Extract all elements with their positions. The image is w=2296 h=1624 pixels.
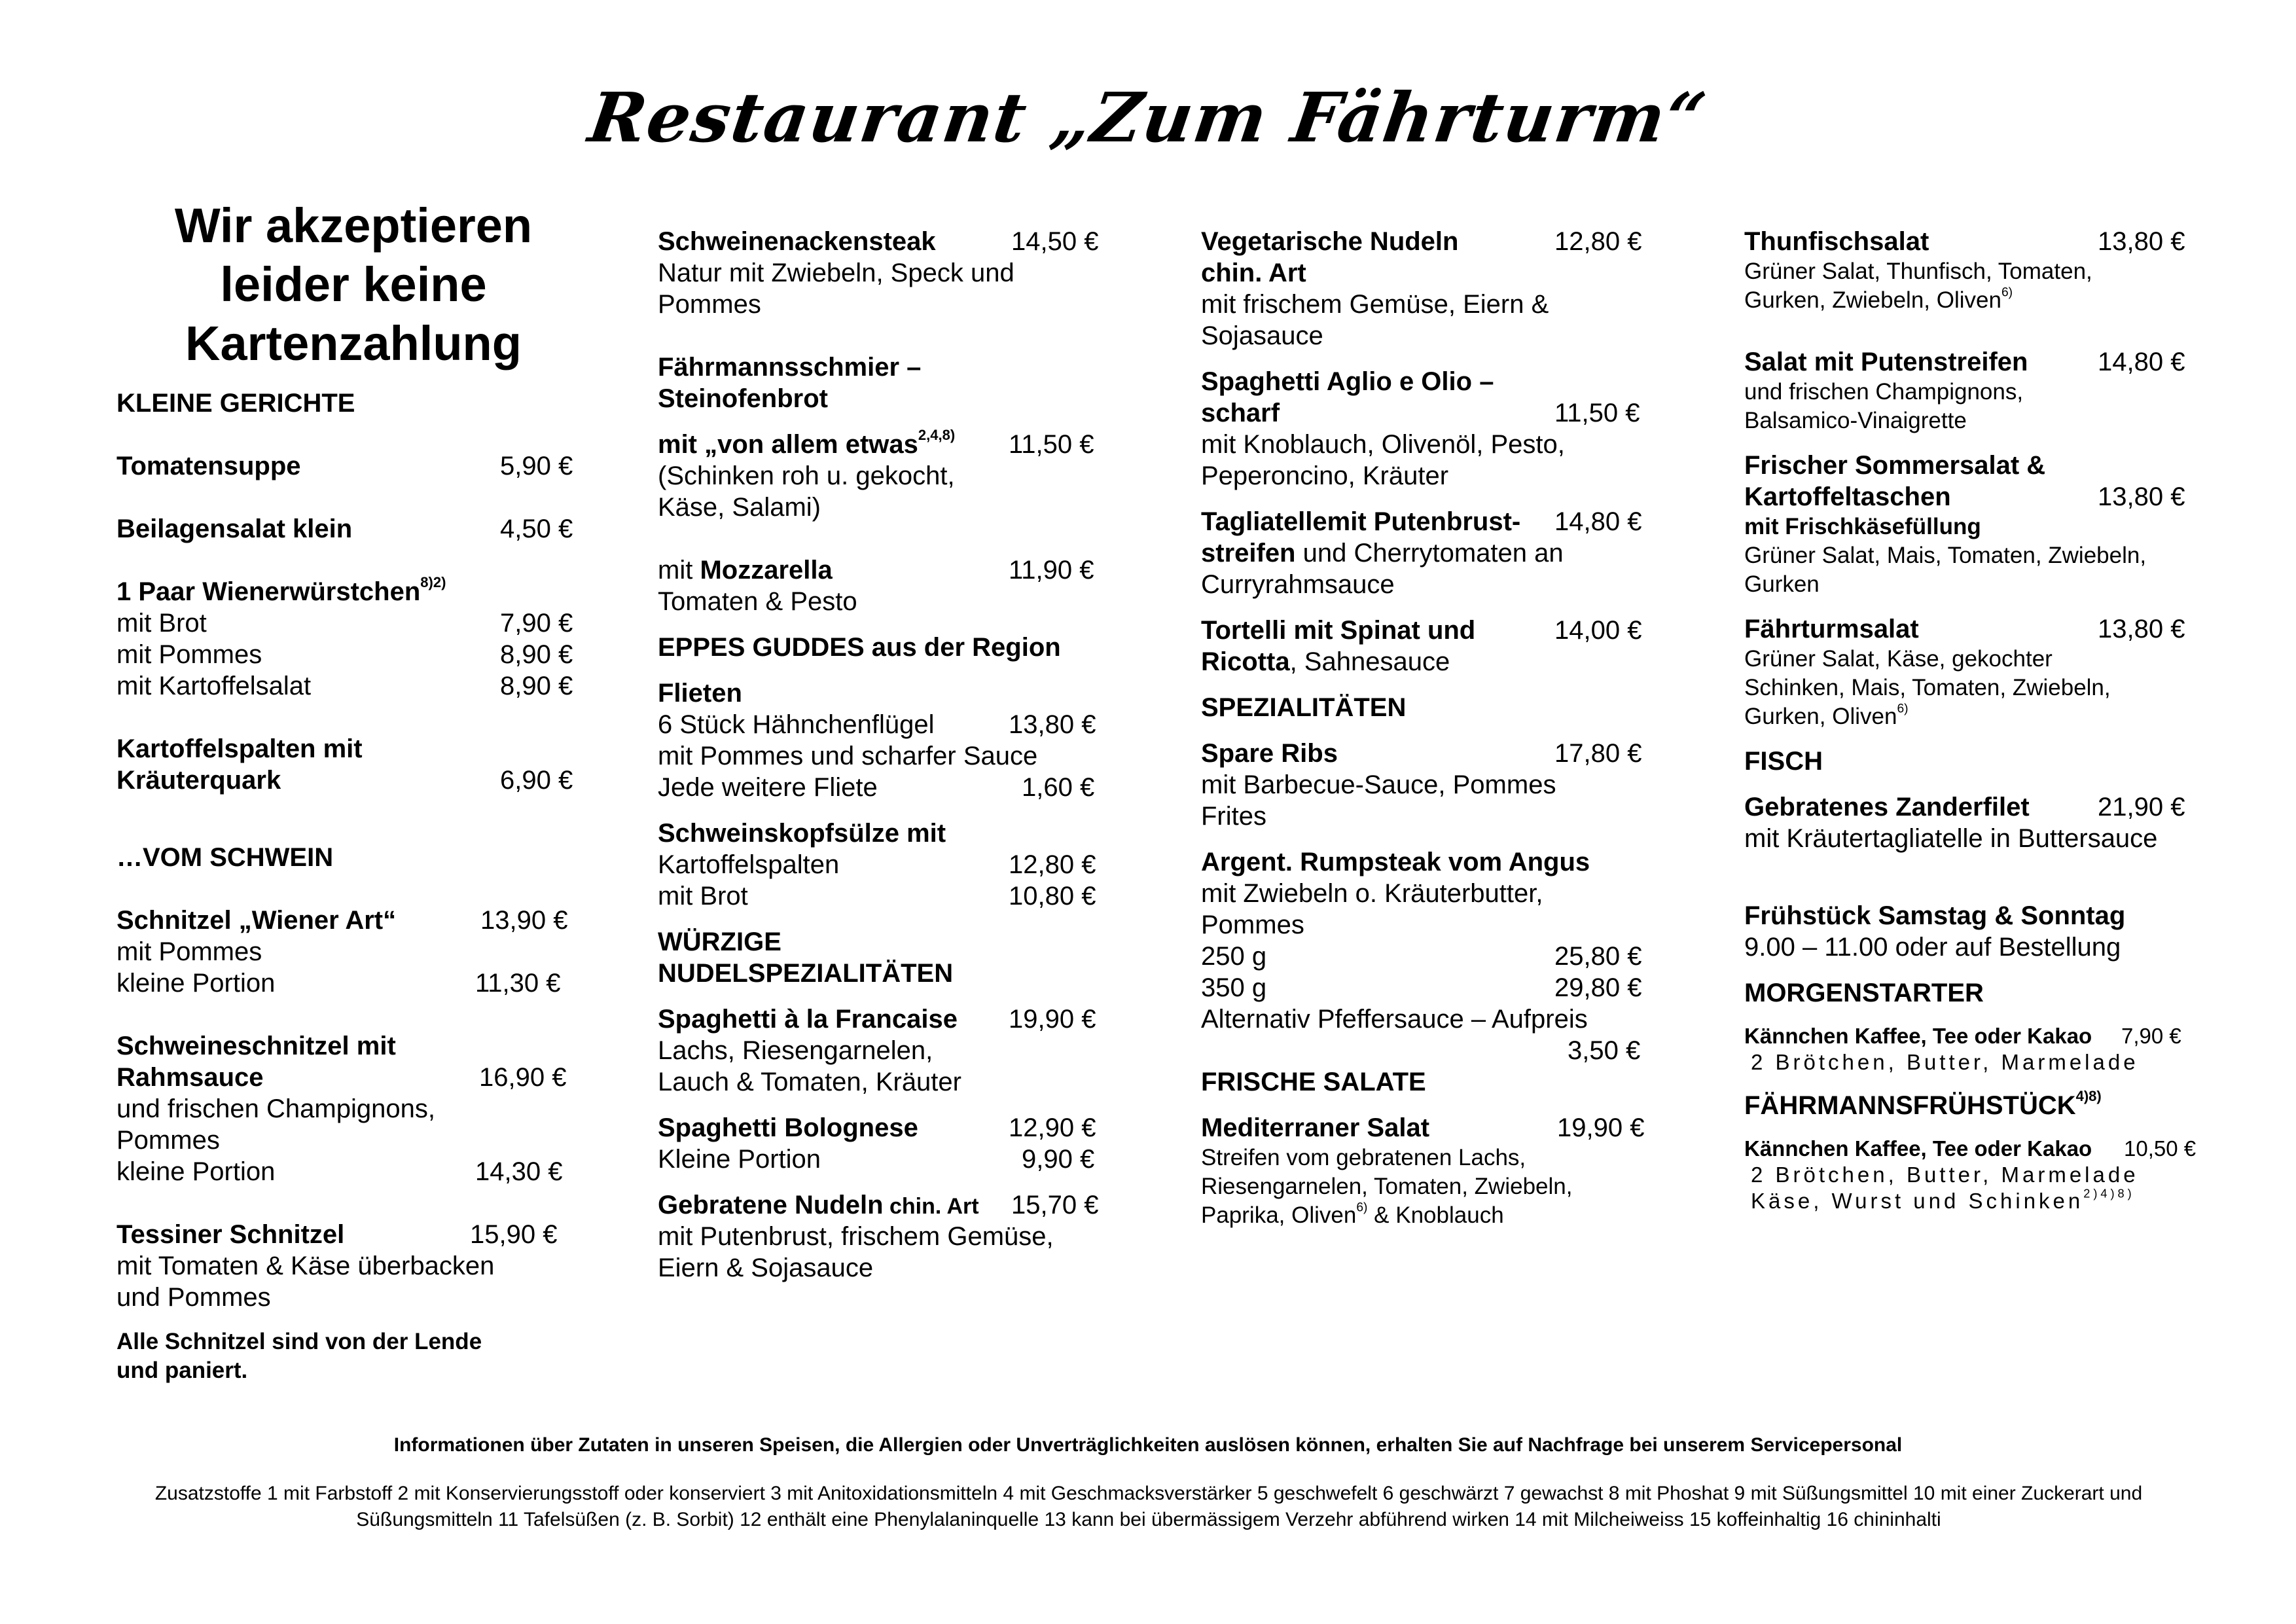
menu-item: Tagliatellemit Putenbrust- 14,80 €	[1201, 507, 1642, 536]
menu-item: Schnitzel „Wiener Art“ 13,90 €	[117, 906, 568, 935]
section-heading: MORGENSTARTER	[1744, 979, 1984, 1007]
menu-item: Mediterraner Salat 19,90 €	[1201, 1113, 1645, 1142]
section-heading: Fährmannsschmier –	[658, 353, 922, 382]
menu-item: Spaghetti Aglio e Olio –	[1201, 367, 1494, 396]
menu-item: Spaghetti Bolognese 12,90 €	[658, 1113, 1096, 1142]
section-heading: SPEZIALITÄTEN	[1201, 693, 1407, 722]
section-heading: $FÄHRMANNSFRÜHSTÜCK^{4)8)}$	[1744, 1088, 2102, 1120]
section-heading: Frühstück Samstag & Sonntag	[1744, 901, 2126, 930]
menu-item: Gebratenes Zanderfilet 21,90 €	[1744, 793, 2185, 821]
menu-item: Tomatensuppe 5,90 €	[117, 452, 573, 480]
menu-item: Salat mit Putenstreifen 14,80 €	[1744, 348, 2185, 376]
menu-item: Beilagensalat klein 4,50 €	[117, 514, 573, 543]
section-heading: FISCH	[1744, 747, 1823, 776]
menu-item: Schweinenackensteak 14,50 €	[658, 227, 1099, 256]
section-heading: WÜRZIGE	[658, 928, 781, 956]
menu-item: Kännchen Kaffee, Tee oder Kakao 7,90 €	[1744, 1024, 2181, 1048]
section-heading: EPPES GUDDES aus der Region	[658, 633, 1061, 662]
menu-item: mit Mozzarella 11,90 €	[658, 556, 1094, 585]
menu-item: Tortelli mit Spinat und 14,00 €	[1201, 616, 1642, 645]
section-heading: FRISCHE SALATE	[1201, 1068, 1426, 1096]
menu-item: Thunfischsalat 13,80 €	[1744, 227, 2185, 256]
menu-item: Kartoffelspalten mit	[117, 734, 363, 763]
schnitzel-note: Alle Schnitzel sind von der Lende	[117, 1329, 482, 1354]
menu-column-4: Thunfischsalat 13,80 € Grüner Salat, Thunfisch, Tomaten, Gurken, Zwiebeln, Oliven$^{6)}$ Salat mit Putenstreifen 14,80 € und frischen Champignons, Balsamico-Vinaigrette Frischer Sommersalat & Kartoffeltaschen 13,80 € mit Frischkäsefüllung Grüner Salat, Mais, Tomaten, Zwiebeln, Gurken Fährturmsalat 13,80 € Grüner Salat, Käse, gekochter Schinken, Mais, Tomaten, Zwiebeln, Gurken, Oliven$^{6)}$ FISCH Gebratenes Zanderfilet 21,90 € mit Kräutertagliatelle in Buttersauce Frühstück Samstag & Sonntag 9.00 – 11.00 oder auf Bestellung MORGENSTARTER Kännchen Kaffee, Tee oder Kakao 7,90 € 2 Brötchen, Butter, Marmelade $FÄHRMANNSFRÜHSTÜCK^{4)8)}$ Kännchen Kaffee, Tee oder Kakao 10,50 € 2 Brötchen, Butter, Marmelade Käse, Wurst und Schinken$^{2)4)8)}$	[1744, 227, 2197, 1213]
menu-item: Schweineschnitzel mit	[117, 1032, 396, 1060]
menu-item: Tessiner Schnitzel 15,90 €	[117, 1220, 558, 1249]
menu-item: 1 Paar Wienerwürstchen$^{8)2)}$	[117, 574, 446, 606]
menu-item: mit „von allem etwas$^{2,4,8)}$ 11,50 €	[658, 427, 1094, 459]
menu-item: Kännchen Kaffee, Tee oder Kakao 10,50 €	[1744, 1136, 2197, 1161]
menu-item: Vegetarische Nudeln 12,80 €	[1201, 227, 1642, 256]
additives-legend: Zusatzstoffe 1 mit Farbstoff 2 mit Konservierungsstoff oder konserviert 3 mit Anitoxidationsmitteln 4 mit Geschmacksverstärker 5 geschwefelt 6 geschwärzt 7 gewachst 8 mit Phoshat 9 mit Süßungsmittel 10 mit einer Zuckerart und Süßungsmitteln 11 Tafelsüßen (z. B. Sorbit) 12 enthält eine Phenylalaninquelle 13 kann bei übermässigem Verzehr abführend wirken 14 mit Milcheiweiss 15 koffeinhaltig 16 chininhalti	[154, 1483, 2143, 1530]
section-heading: KLEINE GERICHTE	[117, 389, 355, 418]
menu-column-3: Vegetarische Nudeln 12,80 € chin. Art mit frischem Gemüse, Eiern & Sojasauce Spaghetti Aglio e Olio – scharf 11,50 € mit Knoblauch, Olivenöl, Pesto, Peperoncino, Kräuter Tagliatellemit Putenbrust- 14,80 € streifen und Cherrytomaten an Curryrahmsauce Tortelli mit Spinat und 14,00 € Ricotta, Sahnesauce SPEZIALITÄTEN Spare Ribs 17,80 € mit Barbecue-Sauce, Pommes Frites Argent. Rumpsteak vom Angus mit Zwiebeln o. Kräuterbutter, Pommes 250 g 25,80 € 350 g 29,80 € Alternativ Pfeffersauce – Aufpreis 3,50 € FRISCHE SALATE Mediterraner Salat 19,90 € Streifen vom gebratenen Lachs, Riesengarnelen, Tomaten, Zwiebeln, Paprika, Oliven$^{6)}$ & Knoblauch	[1201, 226, 1646, 1230]
menu-item: Gebratene Nudeln chin. Art 15,70 €	[658, 1191, 1099, 1219]
restaurant-title: Restaurant „Zum Fährturm“	[584, 77, 1712, 158]
menu-item: Flieten	[658, 679, 742, 708]
menu-item: Fährturmsalat 13,80 €	[1744, 615, 2185, 643]
menu-column-1: KLEINE GERICHTE Tomatensuppe 5,90 € Beilagensalat klein 4,50 € 1 Paar Wienerwürstchen$^{8)2)}$ mit Brot 7,90 € mit Pommes 8,90 € mit Kartoffelsalat 8,90 € Kartoffelspalten mit Kräuterquark 6,90 € …VOM SCHWEIN Schnitzel „Wiener Art“ 13,90 € mit Pommes kleine Portion 11,30 € Schweineschnitzel mit Rahmsauce 16,90 € und frischen Champignons, Pommes kleine Portion 14,30 € Tessiner Schnitzel 15,90 € mit Tomaten & Käse überbacken und Pommes Alle Schnitzel sind von der Lende und paniert.	[117, 388, 575, 1385]
menu-item: Schweinskopfsülze mit	[658, 819, 946, 848]
no-card-payment-notice: Wir akzeptieren leider keine Kartenzahlung	[174, 198, 533, 370]
menu-item: Spare Ribs 17,80 €	[1201, 739, 1642, 768]
menu-item: Spaghetti à la Francaise 19,90 €	[658, 1005, 1096, 1034]
section-heading: …VOM SCHWEIN	[117, 843, 334, 872]
allergen-info: Informationen über Zutaten in unseren Speisen, die Allergien oder Unverträglichkeiten auslösen können, erhalten Sie auf Nachfrage bei unserem Servicepersonal	[393, 1434, 1903, 1456]
menu-item: Argent. Rumpsteak vom Angus	[1201, 848, 1590, 876]
menu-item: Frischer Sommersalat &	[1744, 451, 2046, 480]
menu-column-2: Schweinenackensteak 14,50 € Natur mit Zwiebeln, Speck und Pommes Fährmannsschmier – Steinofenbrot mit „von allem etwas$^{2,4,8)}$ 11,50 € (Schinken roh u. gekocht, Käse, Salami) mit Mozzarella 11,90 € Tomaten & Pesto EPPES GUDDES aus der Region Flieten 6 Stück Hähnchenflügel 13,80 € mit Pommes und scharfer Sauce Jede weitere Fliete 1,60 € Schweinskopfsülze mit Kartoffelspalten 12,80 € mit Brot 10,80 € WÜRZIGE NUDELSPEZIALITÄTEN Spaghetti à la Francaise 19,90 € Lachs, Riesengarnelen, Lauch & Tomaten, Kräuter Spaghetti Bolognese 12,90 € Kleine Portion 9,90 € Gebratene Nudeln chin. Art 15,70 € mit Putenbrust, frischem Gemüse, Eiern & Sojasauce	[658, 226, 1103, 1284]
